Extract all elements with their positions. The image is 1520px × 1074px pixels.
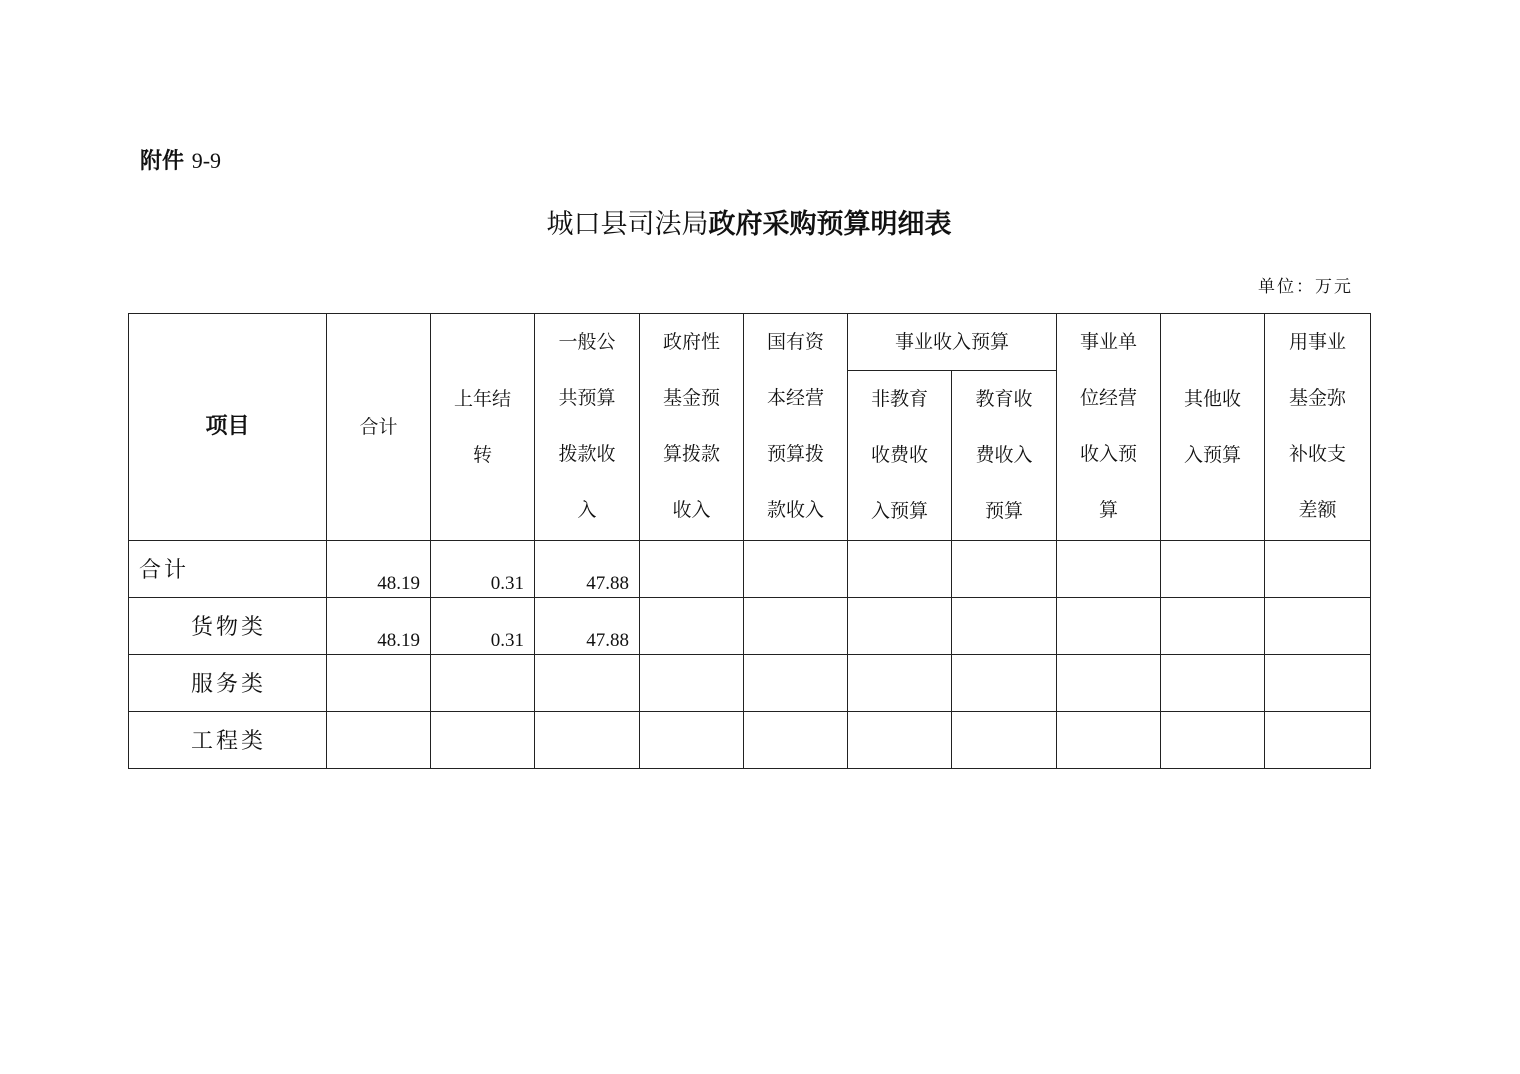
cell-state-capital	[744, 598, 848, 655]
row-label: 合计	[129, 541, 327, 598]
cell-non-edu-fee	[848, 712, 952, 769]
header-gov-fund: 政府性基金预算拨款收入	[640, 314, 744, 541]
cell-edu-fee	[952, 712, 1057, 769]
cell-general-public	[535, 712, 640, 769]
cell-unit-operating	[1057, 655, 1161, 712]
cell-carryover	[431, 655, 535, 712]
cell-fund-offset	[1265, 541, 1371, 598]
table-row	[129, 655, 1371, 712]
cell-other-income	[1161, 655, 1265, 712]
cell-other-income	[1161, 598, 1265, 655]
title-unit-name: 城口县司法局	[546, 209, 709, 240]
cell-total: 48.19	[327, 541, 431, 598]
annex-number: 9-9	[191, 148, 222, 173]
cell-carryover: 0.31	[431, 598, 535, 655]
header-item: 项目	[129, 314, 327, 541]
cell-fund-offset	[1265, 598, 1371, 655]
cell-general-public: 47.88	[535, 541, 640, 598]
header-row-1	[129, 314, 1371, 371]
cell-edu-fee	[952, 598, 1057, 655]
cell-edu-fee	[952, 655, 1057, 712]
title-table-name: 政府采购预算明细表	[708, 209, 952, 240]
cell-gov-fund	[640, 712, 744, 769]
annex-label	[140, 144, 221, 175]
cell-non-edu-fee	[848, 598, 952, 655]
cell-non-edu-fee	[848, 541, 952, 598]
header-unit-operating: 事业单位经营收入预算	[1057, 314, 1161, 541]
cell-total	[327, 655, 431, 712]
cell-other-income	[1161, 541, 1265, 598]
table-row	[129, 712, 1371, 769]
cell-carryover	[431, 712, 535, 769]
header-other-income: 其他收入预算	[1161, 314, 1265, 541]
cell-state-capital	[744, 712, 848, 769]
unit-label: 单位：万元	[1258, 277, 1353, 297]
cell-state-capital	[744, 655, 848, 712]
header-non-edu-fee: 非教育收费收入预算	[848, 371, 952, 541]
cell-non-edu-fee	[848, 655, 952, 712]
cell-total	[327, 712, 431, 769]
cell-gov-fund	[640, 541, 744, 598]
header-carryover: 上年结转	[431, 314, 535, 541]
cell-fund-offset	[1265, 712, 1371, 769]
header-edu-fee: 教育收费收入预算	[952, 371, 1057, 541]
cell-gov-fund	[640, 655, 744, 712]
cell-unit-operating	[1057, 598, 1161, 655]
cell-general-public	[535, 655, 640, 712]
cell-edu-fee	[952, 541, 1057, 598]
budget-table	[128, 313, 1371, 769]
cell-general-public: 47.88	[535, 598, 640, 655]
cell-carryover: 0.31	[431, 541, 535, 598]
cell-fund-offset	[1265, 655, 1371, 712]
row-label: 服务类	[129, 655, 327, 712]
annex-text: 附件	[140, 149, 185, 174]
table-row	[129, 598, 1371, 655]
header-total: 合计	[327, 314, 431, 541]
row-label: 货物类	[129, 598, 327, 655]
row-label: 工程类	[129, 712, 327, 769]
page-title	[0, 202, 1498, 241]
cell-other-income	[1161, 712, 1265, 769]
header-business-income-group: 事业收入预算	[848, 314, 1057, 371]
table-row	[129, 541, 1371, 598]
cell-total: 48.19	[327, 598, 431, 655]
cell-state-capital	[744, 541, 848, 598]
header-fund-offset: 用事业基金弥补收支差额	[1265, 314, 1371, 541]
header-state-capital: 国有资本经营预算拨款收入	[744, 314, 848, 541]
cell-unit-operating	[1057, 541, 1161, 598]
cell-unit-operating	[1057, 712, 1161, 769]
cell-gov-fund	[640, 598, 744, 655]
header-general-public: 一般公共预算拨款收入	[535, 314, 640, 541]
